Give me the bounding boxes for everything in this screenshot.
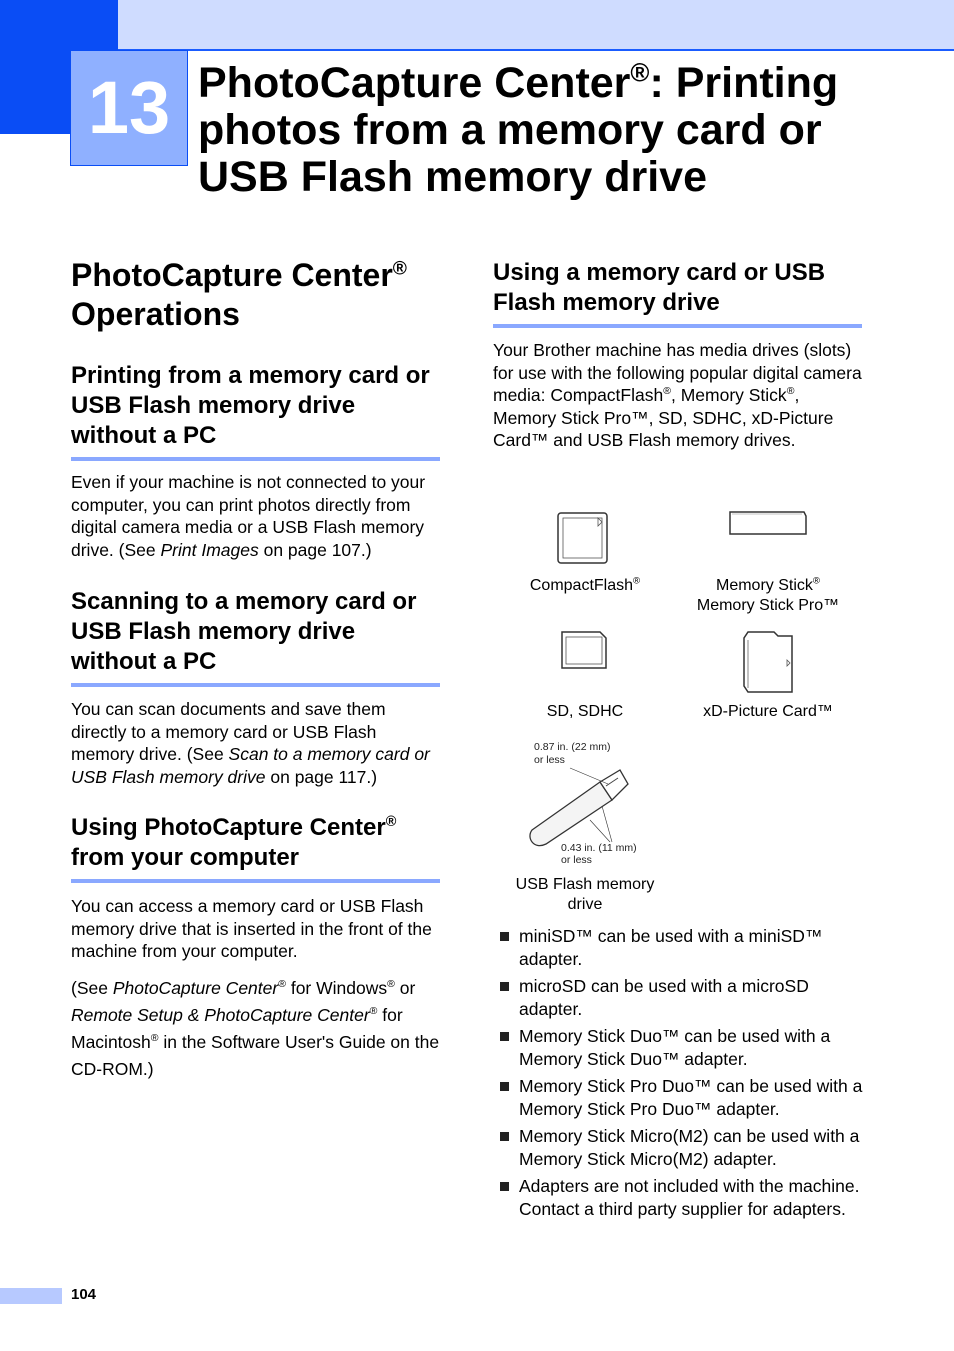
heading-scanning-without-pc: Scanning to a memory card or USB Flash memory drive without a PC [71,587,440,687]
compactflash-card-icon [555,510,613,566]
usb-width-dimension: 0.87 in. (22 mm) [534,741,611,753]
compactflash-label: CompactFlash® [529,575,641,594]
chapter-title: PhotoCapture Center®: Printing photos from a memory card or USB Flash memory drive [198,59,839,201]
usb-flash-drive-icon [520,738,660,868]
usb-thickness-dimension: 0.43 in. (11 mm) [561,842,637,854]
footer-band [0,1288,62,1304]
list-item: Memory Stick Pro Duo™ can be used with a Memory Stick Pro Duo™ adapter. [498,1075,868,1120]
section-title-operations: PhotoCapture Center® Operations [71,257,407,332]
list-item: microSD can be used with a microSD adapter. [498,975,868,1020]
chapter-number: 13 [87,66,171,149]
xd-picture-card-label: xD-Picture Card™ [703,703,833,720]
paragraph-printing-without-pc: Even if your machine is not connected to your computer, you can print photos directly from digital camera media or a USB Flash memory drive. (See Print Images on page 107.) [71,472,426,560]
link-print-images[interactable]: Print Images [160,539,259,560]
page-number: 104 [71,1286,97,1303]
paragraph-scanning-without-pc: You can scan documents and save them directly to a memory card or USB Flash memory drive. (See Scan to a memory card or USB Flash memory drive on page 117.) [71,699,430,787]
heading-using-memory-card: Using a memory card or USB Flash memory drive [493,258,862,328]
paragraph-media-drives: Your Brother machine has media drives (slots) for use with the following popular digital camera media: CompactFlash®, Memory Stick®, Memory Stick Pro™, SD, SDHC, xD-Picture Card™ and USB Flash memory drives. [493,340,862,450]
paragraph-using-from-computer: You can access a memory card or USB Flash memory drive that is inserted in the front of the machine from your computer. [71,896,432,961]
adapter-notes-list [498,925,868,1225]
list-item: Memory Stick Duo™ can be used with a Memory Stick Duo™ adapter. [498,1025,868,1070]
link-scan-to-memory-card[interactable]: Scan to a memory card or USB Flash memory drive [71,744,430,787]
list-item: Adapters are not included with the machine. Contact a third party supplier for adapters. [498,1175,868,1220]
usb-width-dimension-note: or less [534,754,565,766]
xd-picture-card-icon [740,628,798,696]
header-band [0,0,954,51]
heading-printing-without-pc: Printing from a memory card or USB Flash memory drive without a PC [71,361,440,461]
list-item: miniSD™ can be used with a miniSD™ adapter. [498,925,868,970]
sd-card-icon [558,628,612,672]
usb-flash-drive-label: USB Flash memory drive [515,876,655,913]
usb-thickness-dimension-note: or less [561,854,592,866]
memory-stick-label: Memory Stick® Memory Stick Pro™ [696,575,840,614]
memory-stick-icon [726,508,810,538]
list-item: Memory Stick Micro(M2) can be used with a Memory Stick Micro(M2) adapter. [498,1125,868,1170]
heading-using-from-computer: Using PhotoCapture Center® from your computer [71,813,440,883]
paragraph-see-software-guide: (See PhotoCapture Center® for Windows® or Remote Setup & PhotoCapture Center® for Macintosh® in the Software User's Guide on the CD-ROM.) [71,978,440,1079]
sd-sdhc-label: SD, SDHC [546,703,624,720]
